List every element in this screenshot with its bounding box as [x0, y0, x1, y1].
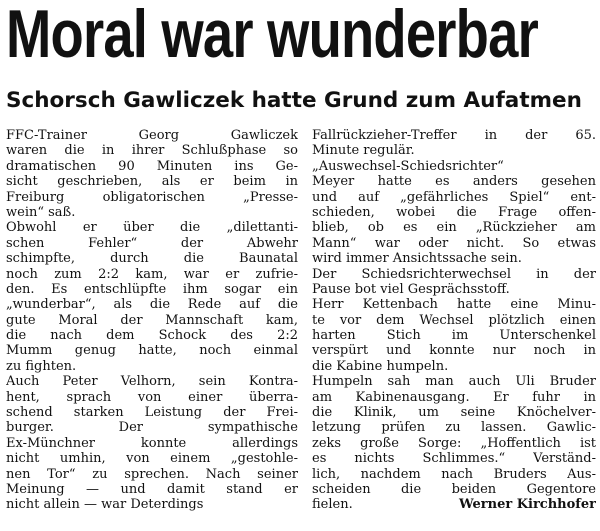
- article-text-line: Meyer hatte es anders gesehen: [312, 174, 596, 190]
- article-text-line: te vor dem Wechsel plötzlich einen: [312, 312, 596, 328]
- article-text-line: die nach dem Schock des 2:2: [6, 328, 298, 344]
- article-text-line: wird immer Ansichtssache sein.: [312, 251, 522, 267]
- article-text-line: hent, sprach von einer überra-: [6, 389, 298, 405]
- article-text-line: wein“ saß.: [6, 204, 76, 220]
- article-text-line: [312, 497, 596, 512]
- article-text-line-end: fielen.: [312, 497, 353, 513]
- article-text-line: Ex-Münchner konnte allerdings: [6, 435, 298, 451]
- article-text-line: FFC-Trainer Georg Gawliczek: [6, 128, 298, 143]
- article-text-line: scheiden die beiden Gegentore: [312, 481, 596, 497]
- article-text-line: Obwohl er über die „dilettanti-: [6, 220, 298, 236]
- article-text-line: am Kabinenausgang. Er fuhr in: [312, 389, 596, 405]
- article-text-line: Pause bot viel Gesprächsstoff.: [312, 281, 510, 297]
- article-text-line: die Klinik, um seine Knöchelver-: [312, 405, 596, 421]
- subheadline: Schorsch Gawliczek hatte Grund zum Aufatmen: [6, 88, 582, 113]
- article-text-line: Der Schiedsrichterwechsel in der: [312, 266, 596, 282]
- article-text-line: sicht geschrieben, als er beim in: [6, 174, 298, 190]
- article-text-line: Auch Peter Velhorn, sein Kontra-: [6, 374, 298, 390]
- article-column-right: [312, 128, 596, 513]
- article-text-line: zeks große Sorge: „Hoffentlich ist: [312, 435, 596, 451]
- article-text-line: „wunderbar“, als die Rede auf die: [6, 297, 298, 313]
- article-text-line: es nichts Schlimmes.“ Verständ-: [312, 451, 596, 467]
- article-text-line: waren die in ihrer Schlußphase so: [6, 143, 298, 159]
- article-text-line: burger. Der sympathische: [6, 420, 298, 436]
- article-text-line: schen Fehler“ der Abwehr: [6, 235, 298, 251]
- article-text-line: nicht allein — war Deterdings: [6, 497, 204, 513]
- article-text-line: und auf „gefährliches Spiel“ ent-: [312, 189, 596, 205]
- article-text-line: harten Stich im Unterschenkel: [312, 328, 596, 344]
- article-text-line: die Kabine humpeln.: [312, 358, 449, 374]
- article-text-line: Freiburg obligatorischen „Presse-: [6, 189, 298, 205]
- article-text-line: Mann“ war oder nicht. So etwas: [312, 235, 596, 251]
- article-text-line: schimpfte, durch die Baunatal: [6, 251, 298, 267]
- article-text-line: nen Tor“ zu sprechen. Nach seiner: [6, 466, 298, 482]
- article-text-line: schend starken Leistung der Frei-: [6, 405, 298, 421]
- article-text-line: zu fighten.: [6, 358, 77, 374]
- article-text-line: dramatischen 90 Minuten ins Ge-: [6, 158, 298, 174]
- article-text-line: Herr Kettenbach hatte eine Minu-: [312, 297, 596, 313]
- article-text-line: Meinung — und damit stand er: [6, 481, 298, 497]
- article-text-line: blieb, ob es ein „Rückzieher am: [312, 220, 596, 236]
- article-text-line: Humpeln sah man auch Uli Bruder: [312, 374, 596, 390]
- article-text-line: verspürt und konnte nur noch in: [312, 343, 596, 359]
- article-text-line: Fallrückzieher-Treffer in der 65.: [312, 128, 596, 143]
- article-text-line: gute Moral der Mannschaft kam,: [6, 312, 298, 328]
- article-text-line: letzung prüfen zu lassen. Gawlic-: [312, 420, 596, 436]
- article-text-line: Minute regulär.: [312, 143, 415, 159]
- headline: Moral war wunderbar: [6, 0, 538, 72]
- article-text-line: nicht umhin, von einem „gestohle-: [6, 451, 298, 467]
- author-byline: Werner Kirchhofer: [458, 497, 596, 513]
- article-text-line: Mumm genug hatte, noch einmal: [6, 343, 298, 359]
- article-text-line: „Auswechsel-Schiedsrichter“: [312, 158, 504, 174]
- article-text-line: schieden, wobei die Frage offen-: [312, 204, 596, 220]
- article-text-line: noch zum 2:2 kam, war er zufrie-: [6, 266, 298, 282]
- article-text-line: lich, nachdem nach Bruders Aus-: [312, 466, 596, 482]
- article-column-left: [6, 128, 298, 513]
- article-text-line: den. Es entschlüpfte ihm sogar ein: [6, 281, 298, 297]
